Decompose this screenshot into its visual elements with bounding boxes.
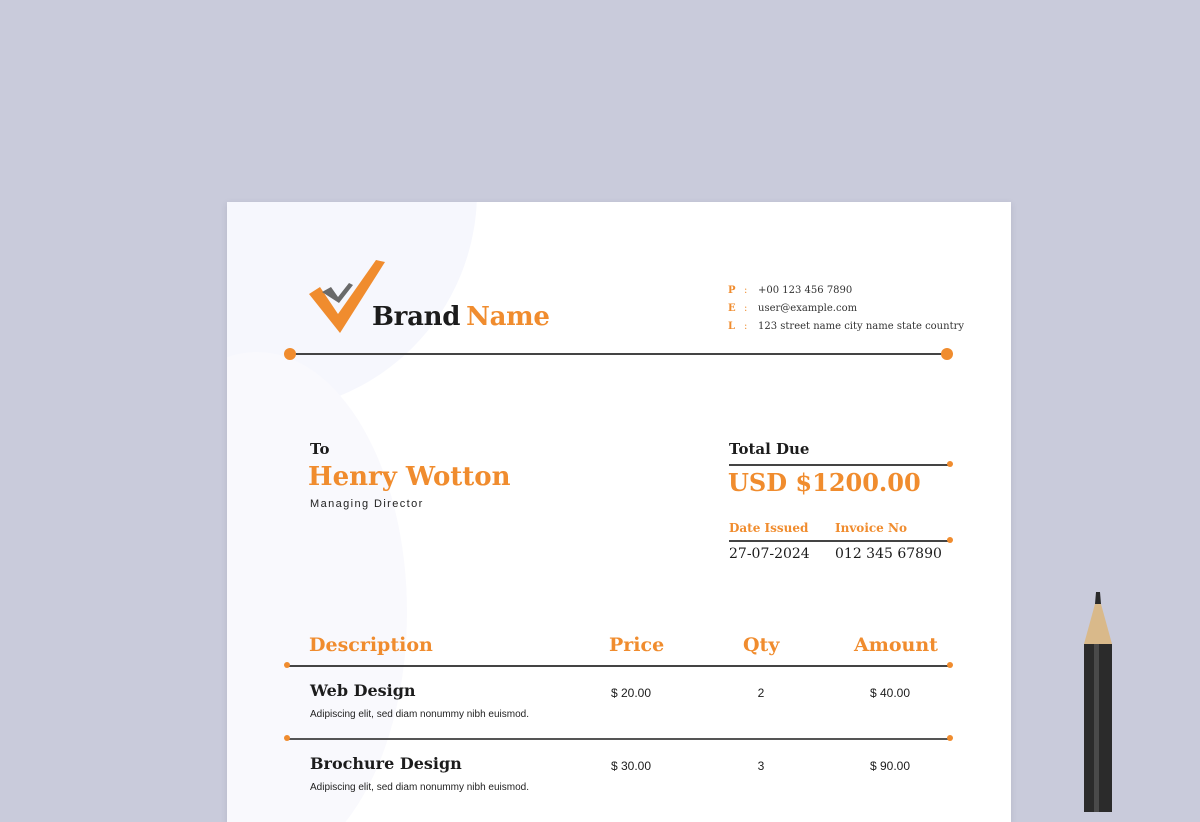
date-issued-label: Date Issued bbox=[729, 521, 809, 535]
divider-dot bbox=[284, 735, 290, 741]
brand-name-word2: Name bbox=[466, 302, 550, 332]
client-role: Managing Director bbox=[310, 498, 424, 510]
line-item-amount: $ 40.00 bbox=[869, 686, 911, 700]
divider-dot bbox=[284, 662, 290, 668]
line-item-description: Adipiscing elit, sed diam nonummy nibh euismod. bbox=[310, 782, 529, 793]
client-name: Henry Wotton bbox=[308, 462, 511, 492]
divider-dot bbox=[284, 348, 296, 360]
column-header-description: Description bbox=[309, 634, 433, 656]
contact-colon: : bbox=[744, 321, 748, 332]
line-item-price: $ 20.00 bbox=[610, 686, 652, 700]
to-label: To bbox=[310, 440, 330, 458]
line-item-qty: 3 bbox=[757, 759, 765, 773]
contact-email bbox=[728, 303, 857, 314]
invoice-no-value: 012 345 67890 bbox=[835, 546, 942, 562]
column-header-amount: Amount bbox=[854, 634, 938, 656]
divider-dot bbox=[941, 348, 953, 360]
contact-location bbox=[728, 321, 964, 332]
contact-key: L bbox=[728, 321, 736, 332]
date-issued-value: 27-07-2024 bbox=[729, 546, 810, 562]
contact-colon: : bbox=[744, 285, 748, 296]
column-header-qty: Qty bbox=[743, 634, 780, 656]
meta-divider bbox=[729, 540, 949, 542]
line-item-qty: 2 bbox=[757, 686, 765, 700]
divider-dot bbox=[947, 662, 953, 668]
divider-dot bbox=[947, 735, 953, 741]
contact-value: +00 123 456 7890 bbox=[758, 285, 853, 296]
total-due-value: USD $1200.00 bbox=[728, 468, 921, 497]
header-divider bbox=[290, 353, 947, 355]
total-due-label: Total Due bbox=[729, 440, 810, 458]
contact-value: user@example.com bbox=[758, 303, 858, 314]
line-item-title: Web Design bbox=[310, 681, 416, 700]
line-item-price: $ 30.00 bbox=[610, 759, 652, 773]
total-divider bbox=[729, 464, 949, 466]
brand-name bbox=[372, 302, 550, 332]
divider-dot bbox=[947, 461, 953, 467]
line-item-amount: $ 90.00 bbox=[869, 759, 911, 773]
line-item-title: Brochure Design bbox=[310, 754, 462, 773]
pencil-icon bbox=[1083, 592, 1113, 812]
invoice-paper bbox=[227, 202, 1011, 822]
line-item-description: Adipiscing elit, sed diam nonummy nibh euismod. bbox=[310, 709, 529, 720]
contact-colon: : bbox=[744, 303, 748, 314]
background-shape bbox=[227, 352, 407, 822]
table-header-divider bbox=[288, 665, 950, 667]
column-header-price: Price bbox=[609, 634, 665, 656]
contact-key: P bbox=[728, 285, 736, 296]
row-divider bbox=[288, 738, 950, 740]
contact-value: 123 street name city name state country bbox=[758, 321, 965, 332]
contact-key: E bbox=[728, 303, 736, 314]
contact-phone bbox=[728, 285, 852, 296]
invoice-no-label: Invoice No bbox=[835, 521, 907, 535]
divider-dot bbox=[947, 537, 953, 543]
brand-name-word1: Brand bbox=[372, 302, 461, 332]
